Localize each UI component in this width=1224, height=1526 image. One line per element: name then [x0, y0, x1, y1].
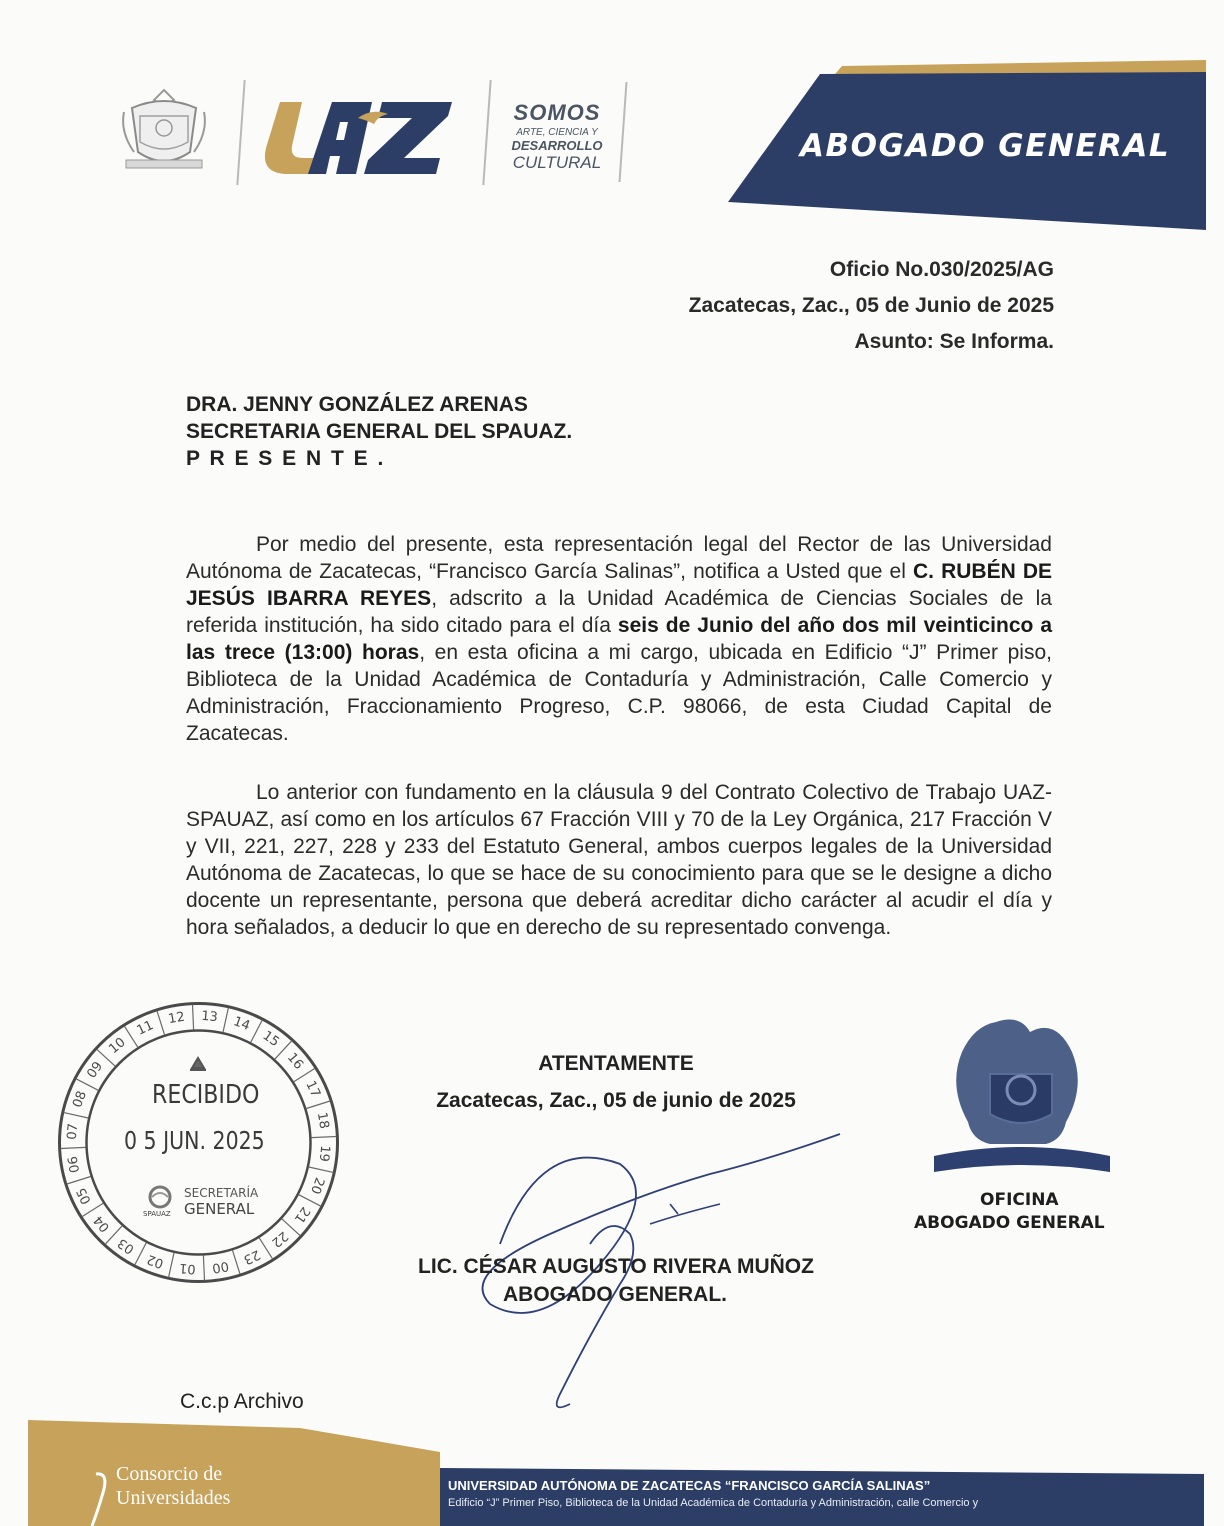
stamp-dial-number: 05 [74, 1185, 95, 1207]
uaz-logo-text: UAZ [262, 83, 294, 100]
stamp-dial-number: 11 [134, 1018, 156, 1039]
ccp-archivo: C.c.p Archivo [180, 1390, 304, 1413]
stamp-dial-number: 01 [178, 1259, 197, 1277]
stamp-dial-number: 10 [106, 1034, 129, 1058]
slogan-line-4: CULTURAL [512, 153, 602, 172]
stamp-dial-number: 14 [231, 1014, 252, 1034]
slogan-line-3: DESARROLLO [511, 138, 603, 153]
consorcio-logo-text [116, 1462, 230, 1510]
handwritten-signature [440, 1124, 900, 1364]
footer-address: Edificio “J” Primer Piso, Biblioteca de la Unidad Académica de Contaduría y Administración, calle Comercio y [448, 1497, 979, 1509]
stamp-dial-number: 00 [210, 1257, 230, 1276]
stamp-ornament-icon [190, 1058, 206, 1070]
stamp-dial-tick [309, 1167, 333, 1172]
stamp-dial-number: 09 [84, 1059, 107, 1082]
stamp-received-label: RECIBIDO [152, 1080, 260, 1110]
body-text: , adscrito a la Unidad Académica de Ciencias Sociales de la referida institución, ha sido citado para el día [186, 587, 1052, 637]
header-divider [482, 80, 491, 185]
stamp-dial-number: 20 [307, 1175, 327, 1196]
header-divider [619, 82, 628, 182]
stamp-dial-tick [233, 1250, 241, 1274]
body-text: , en esta oficina a mi cargo, ubicada en Edificio “J” Primer piso, Biblioteca de la Unidad Académica de Contaduría y Administración, Calle Comercio y Administración, Fraccionamiento Progreso, C.P. 98066, de esta Ciudad Capital de Zacatecas. [186, 641, 1052, 745]
consorcio-line-2: Universidades [116, 1487, 231, 1509]
stamp-dial-tick [157, 1011, 165, 1035]
slogan-line-1: SOMOS [513, 100, 601, 125]
stamp-org: SPAUAZ [143, 1210, 171, 1218]
stamp-dial-number: 13 [200, 1008, 219, 1026]
employee-name: C. RUBÉN DE JESÚS IBARRA REYES [186, 560, 1053, 610]
stamp-dial-number: 04 [90, 1212, 114, 1235]
reference-place-date: Zacatecas, Zac., 05 de Junio de 2025 [688, 294, 1054, 317]
slogan-line-2: ARTE, CIENCIA Y [516, 127, 598, 138]
stamp-dial-number: 03 [115, 1234, 138, 1257]
stamp-dial-tick [223, 1008, 228, 1032]
banner-title: ABOGADO GENERAL [800, 128, 1171, 164]
zacatecas-coat-of-arms-icon [118, 86, 210, 176]
stamp-dial-number: 23 [241, 1246, 263, 1267]
stamp-dial-tick [169, 1253, 174, 1277]
stamp-dial-number: 06 [65, 1154, 84, 1174]
stamp-dial-tick [64, 1113, 88, 1118]
office-stamp-line-2: ABOGADO GENERAL [914, 1213, 1105, 1233]
recipient-title: SECRETARIA GENERAL DEL SPAUAZ. [186, 420, 573, 443]
reference-subject: Asunto: Se Informa. [854, 330, 1054, 353]
stamp-dial-number: 12 [167, 1009, 187, 1028]
stamp-dial-number: 15 [259, 1028, 282, 1051]
stamp-dial-tick [193, 1005, 194, 1030]
stamp-dial-tick [306, 1101, 330, 1109]
stamp-dial-tick [311, 1137, 336, 1138]
stamp-dial-number: 17 [302, 1078, 323, 1100]
stamp-dial-number: 07 [64, 1122, 82, 1141]
stamp-dial-tick [203, 1255, 204, 1280]
stamp-dial-tick [61, 1147, 86, 1148]
stamp-dial-number: 18 [313, 1111, 332, 1131]
stamp-dept-line-1: SECRETARÍA [184, 1186, 259, 1200]
oficio-number: Oficio No.030/2025/AG [829, 258, 1054, 281]
footer-university: UNIVERSIDAD AUTÓNOMA DE ZACATECAS “FRANCISCO GARCÍA SALINAS” [448, 1478, 931, 1493]
body-text: Por medio del presente, esta representación legal del Rector de las Universidad Autónoma de Zacatecas, “Francisco García Salinas”, notifica a Usted que el [186, 533, 1052, 583]
stamp-dial-number: 21 [290, 1203, 313, 1226]
uaz-logo-icon [262, 83, 460, 180]
body-paragraph-1 [186, 531, 1052, 747]
signer-name: LIC. CÉSAR AUGUSTO RIVERA MUÑOZ [418, 1255, 814, 1278]
slogan [497, 100, 617, 173]
stamp-dial-number: 22 [268, 1227, 291, 1251]
consorcio-line-1: Consorcio de [116, 1463, 223, 1485]
stamp-dial-number: 02 [145, 1251, 166, 1271]
stamp-dept-line-2: GENERAL [184, 1200, 255, 1218]
stamp-dial-number: 08 [70, 1089, 90, 1110]
signer-title: ABOGADO GENERAL. [502, 1283, 727, 1306]
appointment-datetime: seis de Junio del año dos mil veinticinco a las trece (13:00) horas [186, 614, 1052, 664]
office-seal-icon [930, 1016, 1114, 1178]
recipient-presente: P R E S E N T E . [186, 447, 386, 470]
office-stamp-line-1: OFICINA [980, 1190, 1059, 1210]
stamp-dial-number: 16 [283, 1050, 307, 1073]
stamp-received-date: 0 5 JUN. 2025 [124, 1126, 265, 1155]
recipient-name: DRA. JENNY GONZÁLEZ ARENAS [186, 393, 528, 416]
stamp-dial-tick [67, 1177, 91, 1185]
closing-atentamente: ATENTAMENTE [538, 1052, 694, 1075]
stamp-dial-number: 19 [315, 1144, 333, 1163]
header-divider [236, 80, 245, 185]
body-paragraph-2: Lo anterior con fundamento en la cláusula 9 del Contrato Colectivo de Trabajo UAZ-SPAUAZ, así como en los artículos 67 Fracción VIII y 70 de la Ley Orgánica, 217 Fracción V y VII, 221, 227, 228 y 233 del Estatuto General, ambos cuerpos legales de la Universidad Autónoma de Zacatecas, lo que se hace de su conocimiento para que se le designe a dicho docente un representante, persona que deberá acreditar dicho carácter al acudir el día y hora señalados, a deducir lo que en derecho de su representado convenga. [186, 781, 1052, 939]
closing-place-date: Zacatecas, Zac., 05 de junio de 2025 [436, 1089, 796, 1112]
